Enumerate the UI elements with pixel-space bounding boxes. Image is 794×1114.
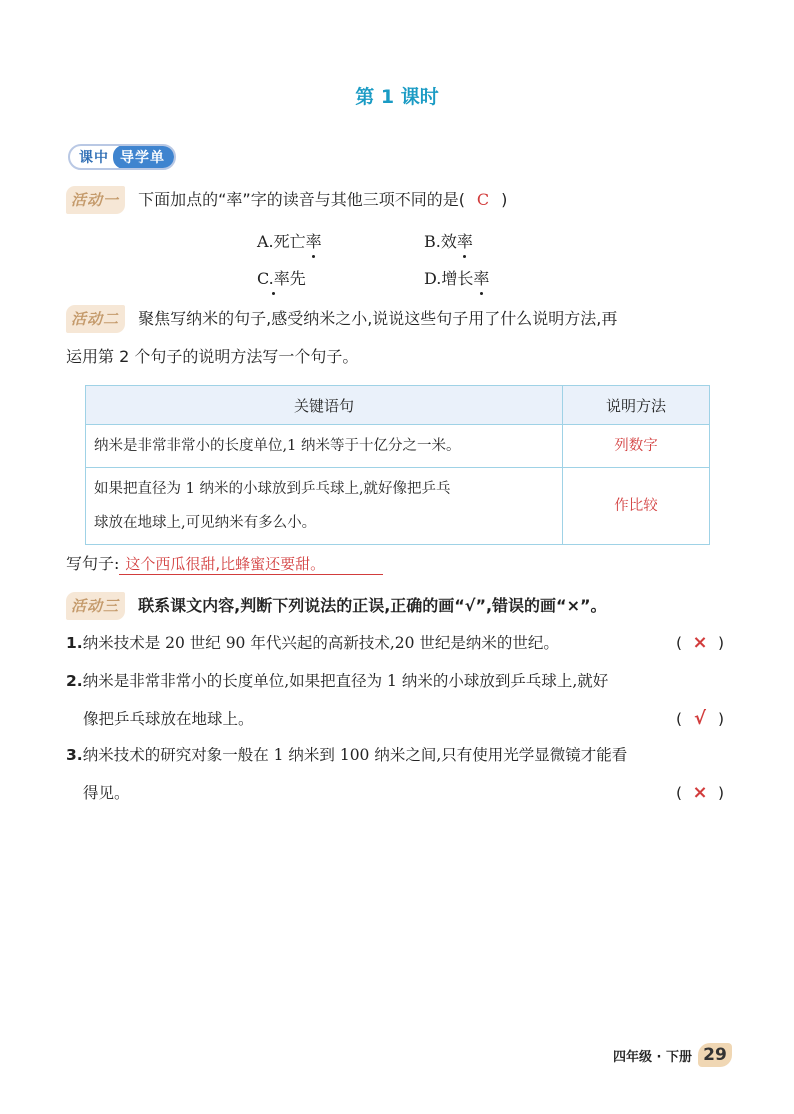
activity2-tag: 活动二 xyxy=(66,305,125,333)
paren-open: ( xyxy=(676,784,683,802)
paren-close: ) xyxy=(717,634,724,652)
table-cell-method: 作比较 xyxy=(563,468,710,545)
paren-close: ) xyxy=(717,784,724,802)
table-header-sentence: 关键语句 xyxy=(86,386,563,425)
option-b xyxy=(424,229,473,252)
table-header-method: 说明方法 xyxy=(563,386,710,425)
judge-answer: × xyxy=(692,782,708,803)
table-cell-sentence xyxy=(86,468,563,545)
judge-answer-box xyxy=(672,774,728,812)
activity1-answer: C xyxy=(476,190,490,209)
lesson-title: 第 1 课时 xyxy=(355,86,439,108)
key-sentence-table xyxy=(85,385,710,545)
page-number: 29 xyxy=(698,1043,732,1067)
write-label: 写句子: xyxy=(66,554,120,573)
judge-item xyxy=(66,662,728,738)
option-a xyxy=(257,229,322,252)
paren-open: ( xyxy=(676,634,683,652)
judge-item-text: 纳米是非常非常小的长度单位,如果把直径为 1 纳米的小球放到乒乓球上,就好 xyxy=(82,672,609,690)
activity3-instruction-row xyxy=(66,592,734,620)
activity2-line1 xyxy=(66,305,734,333)
option-d-text: D.增长 xyxy=(424,269,474,288)
judge-item xyxy=(66,736,728,812)
badge-right-label: 导学单 xyxy=(113,145,174,169)
table-row xyxy=(86,468,710,545)
option-a-dotted-char: 率 xyxy=(306,229,322,252)
option-b-text: B.效 xyxy=(424,232,457,251)
paren-close: ) xyxy=(717,710,724,728)
activity1-close-paren: ) xyxy=(501,190,508,209)
activity2-instruction-1: 聚焦写纳米的句子,感受纳米之小,说说这些句子用了什么说明方法,再 xyxy=(138,309,618,328)
activity2-line2: 运用第 2 个句子的说明方法写一个句子。 xyxy=(66,347,359,366)
activity1-tag: 活动一 xyxy=(66,186,125,214)
paren-open: ( xyxy=(676,710,683,728)
table-cell-sentence-line2: 球放在地球上,可见纳米有多么小。 xyxy=(94,515,317,531)
write-sentence-row xyxy=(66,551,383,575)
table-header-row xyxy=(86,386,710,425)
activity1-question-row xyxy=(66,186,734,214)
badge-left-label: 课中 xyxy=(79,150,109,166)
judge-item-number: 3. xyxy=(66,746,83,764)
option-c xyxy=(257,266,306,289)
judge-answer: × xyxy=(692,632,708,653)
table-cell-sentence-line1: 如果把直径为 1 纳米的小球放到乒乓球上,就好像把乒乓 xyxy=(94,481,451,497)
option-d xyxy=(424,266,489,289)
judge-item-number: 2. xyxy=(66,672,83,690)
table-cell-method: 列数字 xyxy=(563,425,710,468)
table-cell-sentence: 纳米是非常非常小的长度单位,1 纳米等于十亿分之一米。 xyxy=(86,425,563,468)
activity3-instruction: 联系课文内容,判断下列说法的正误,正确的画“√”,错误的画“×”。 xyxy=(138,596,607,615)
section-badge xyxy=(68,144,176,170)
page-footer xyxy=(613,1043,732,1067)
activity3-tag: 活动三 xyxy=(66,592,125,620)
activity1-question: 下面加点的“率”字的读音与其他三项不同的是( xyxy=(138,190,465,209)
judge-item-text: 纳米技术是 20 世纪 90 年代兴起的高新技术,20 世纪是纳米的世纪。 xyxy=(82,634,559,652)
judge-answer-box xyxy=(672,700,728,738)
judge-answer: √ xyxy=(693,708,706,729)
judge-item-text-line2: 得见。 xyxy=(83,784,130,802)
option-b-dotted-char: 率 xyxy=(457,229,473,252)
judge-item-text-line2: 像把乒乓球放在地球上。 xyxy=(83,710,254,728)
footer-grade-label: 四年级 · 下册 xyxy=(613,1049,692,1065)
option-a-text: A.死亡 xyxy=(257,232,306,251)
option-c-text: 先 xyxy=(289,269,306,288)
table-row xyxy=(86,425,710,468)
judge-item-text: 纳米技术的研究对象一般在 1 纳米到 100 纳米之间,只有使用光学显微镜才能看 xyxy=(82,746,628,764)
write-answer: 这个西瓜很甜,比蜂蜜还要甜。 xyxy=(119,553,383,575)
option-d-dotted-char: 率 xyxy=(473,266,489,289)
judge-item-number: 1. xyxy=(66,634,83,652)
judge-item xyxy=(66,624,728,662)
option-c-dotted-char: C.率 xyxy=(257,266,290,289)
judge-answer-box xyxy=(672,624,728,662)
